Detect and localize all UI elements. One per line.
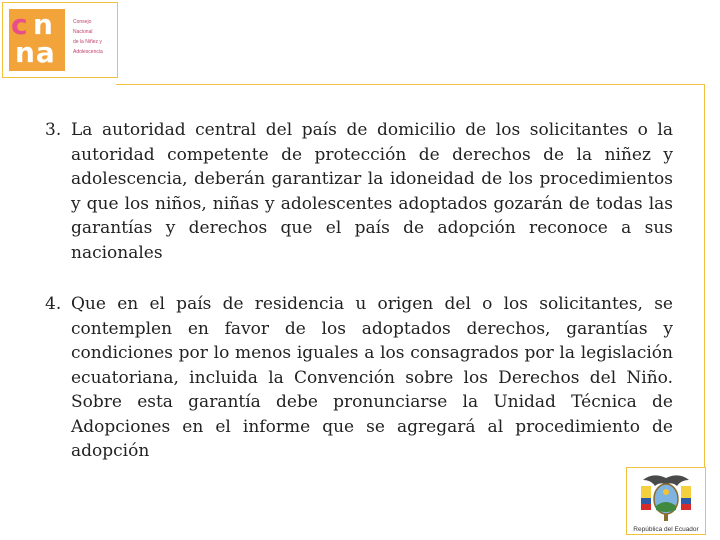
item-number: 3. bbox=[45, 120, 62, 140]
coat-of-arms-icon bbox=[627, 468, 705, 524]
logo-letters-na: na bbox=[15, 36, 56, 69]
logo-tile bbox=[9, 9, 65, 71]
logo-line-1: Consejo bbox=[73, 19, 92, 25]
cnna-logo bbox=[2, 2, 118, 78]
logo-letter-n: n bbox=[33, 8, 53, 41]
list-item-4 bbox=[45, 292, 673, 464]
ecuador-emblem bbox=[626, 467, 706, 535]
logo-letter-c: c bbox=[11, 8, 28, 41]
logo-line-3: de la Niñez y bbox=[73, 39, 102, 45]
item-text: Que en el país de residencia u origen del o los solicitantes, se contemplen en favor de los adoptados derechos, garantías y condiciones por lo menos iguales a los consagrados por la legislación ecuatoriana, incluida la Convención sobre los Derechos del Niño. Sobre esta garantía debe pronunciarse la Unidad Técnica de Adopciones en el informe que se agregará al procedimiento de adopción bbox=[71, 294, 673, 461]
logo-line-4: Adolescencia bbox=[73, 49, 103, 55]
item-text: La autoridad central del país de domicilio de los solicitantes o la autoridad competente de protección de derechos de la niñez y adolescencia, deberán garantizar la idoneidad de los procedimientos y que los niños, niñas y adolescentes adoptados gozarán de todas las garantías y derechos que el país de adopción reconoce a sus nacionales bbox=[71, 120, 673, 263]
list-item-3 bbox=[45, 118, 673, 265]
frame-top-line bbox=[116, 84, 705, 85]
logo-line-2: Nacional bbox=[73, 29, 93, 35]
logo-text bbox=[73, 17, 103, 57]
emblem-caption: República del Ecuador bbox=[633, 526, 699, 533]
item-number: 4. bbox=[45, 294, 62, 314]
frame-right-line bbox=[704, 84, 705, 468]
